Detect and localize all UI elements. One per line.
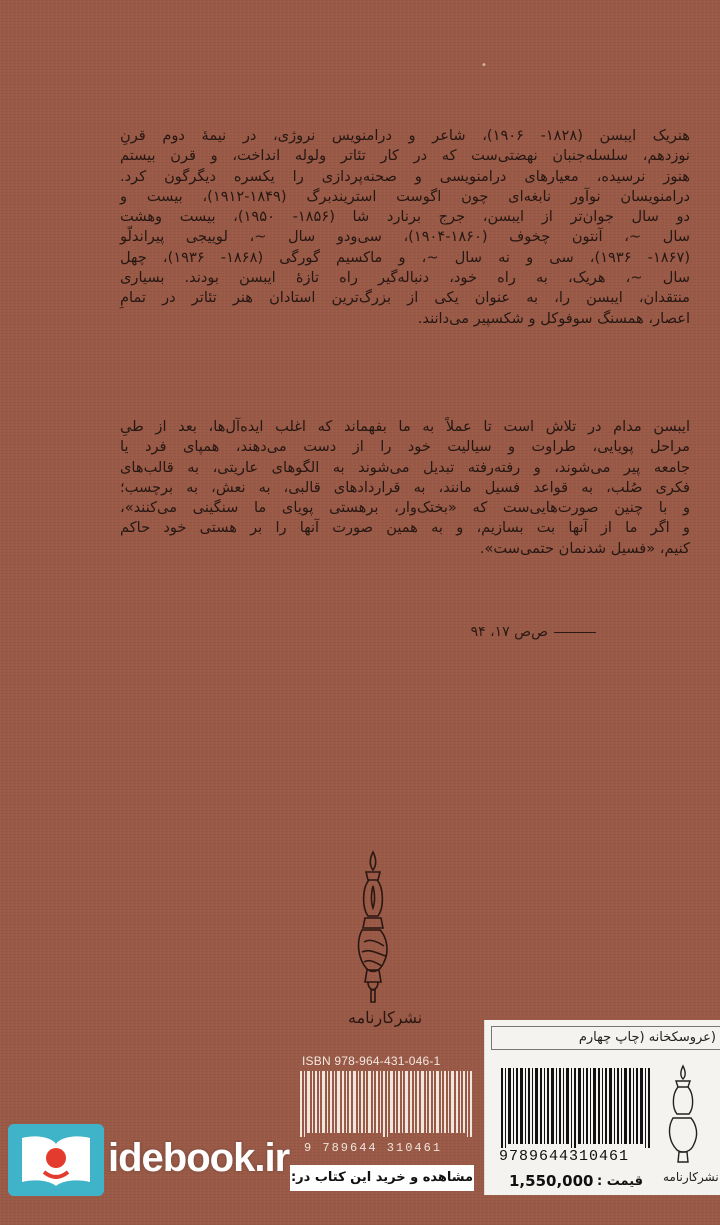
publisher-logo-text: نشرکارنامه bbox=[348, 1008, 423, 1027]
text-line: دو سال جوان‌تر از ایبسن، جرج برنارد شا (۱۸۵۶- ۱۹۵۰)، بیست وهشت bbox=[120, 208, 691, 226]
text-line: درامنویسان نوآور نابغه‌ای چون اگوست استریندبرگ (۱۸۴۹-۱۹۱۲)، بیست و bbox=[120, 187, 690, 205]
idebook-watermark bbox=[8, 1124, 474, 1196]
text-line: فکری صُلب، به قواعد فسیل مانند، به قراردادهای قالبی، به نعش، به برچسب؛ bbox=[120, 478, 690, 496]
text-line: و با چنین صورت‌هایی‌ست که «بختک‌وار، برهستی پویای ما سنگینی می‌کنند»، bbox=[120, 499, 690, 517]
text-line: هنوز نرسیده، معیارهای درامنویسی و صحنه‌پردازی را یکسره دیگرگون کرد. bbox=[120, 167, 690, 185]
cover-dot: • bbox=[481, 60, 487, 71]
text-line: کنیم، «فسیل شدنمان حتمی‌ست». bbox=[479, 539, 690, 557]
watermark-caption: مشاهده و خرید این کتاب در: bbox=[290, 1165, 474, 1191]
text-line: ایبسن مدام در تلاش است تا عملاً به ما بفهماند که اغلب ایده‌آل‌ها، بعد از طیِ bbox=[120, 418, 690, 435]
text-line: مراحل پویایی، طراوت و سیالیت خود را از دست می‌دهند، همپای فرد یا bbox=[120, 438, 690, 456]
sticker-logo-text: نشرکارنامه bbox=[663, 1170, 719, 1184]
paragraph-ibsen-intro bbox=[120, 126, 690, 329]
price-label: قیمت : bbox=[597, 1174, 644, 1189]
sticker-lamp-logo bbox=[661, 1064, 705, 1164]
watermark-brand: idebook.ir bbox=[108, 1136, 290, 1180]
citation-dash bbox=[554, 632, 596, 633]
price-value: 1,550,000 bbox=[509, 1172, 594, 1190]
paragraph-ibsen-quote bbox=[120, 417, 690, 559]
text-line: اعصار، همسنگ سوفوکل و شکسپیر می‌دانند. bbox=[417, 309, 690, 327]
text-line: منتقدان، ایبسن را، به عنوان یکی از بزرگ‌ترین استادان هنر تئاتر در تمامِ bbox=[120, 289, 690, 307]
text-line: سال ~، هریک، به راه خود، دنباله‌گیر راه تازهٔ ایبسن بودند. بسیاری bbox=[120, 269, 690, 287]
isbn-digits: 9 789644 310461 bbox=[304, 1141, 443, 1155]
price-sticker bbox=[484, 1020, 720, 1195]
text-line: (۱۸۶۷- ۱۹۳۶)، سی و نه سال ~، و ماکسیم گورگی (۱۸۶۸- ۱۹۳۶)، چهل bbox=[120, 248, 691, 266]
text-line: و اگر ما از آنها بت بسازیم، و به همین صورت آنها را بر هستی خود حاکم bbox=[120, 519, 690, 537]
text-line: هنریک ایبسن (۱۸۲۸- ۱۹۰۶)، شاعر و درامنویس نروژی، در نیمهٔ دوم قرنِ bbox=[120, 127, 691, 144]
isbn-label: ISBN 978-964-431-046-1 bbox=[302, 1054, 441, 1068]
publisher-lamp-logo bbox=[350, 850, 396, 1008]
sticker-title: (عروسکخانه (چاپ چهارم bbox=[491, 1026, 720, 1050]
text-line: جامعه پیر می‌شوند، و رفته‌رفته تبدیل می‌شوند به الگوهای عاریتی، به قالب‌های bbox=[120, 458, 690, 476]
citation bbox=[471, 624, 596, 640]
text-line: سال ~، آنتون چخوف (۱۸۶۰-۱۹۰۴)، سی‌ودو سال ~، لوییجی پیراندلّو bbox=[120, 228, 690, 246]
sticker-barcode bbox=[499, 1068, 654, 1148]
text-line: نوزدهم، سلسله‌جنبان نهضتی‌ست که در کار تئاتر ولوله انداخت، و قرن بیستم bbox=[120, 147, 690, 165]
book-smile-icon bbox=[8, 1124, 104, 1196]
sticker-barcode-digits: 9789644310461 bbox=[499, 1148, 630, 1165]
citation-text: ص‌ص ۱۷، ۹۴ bbox=[470, 624, 548, 640]
